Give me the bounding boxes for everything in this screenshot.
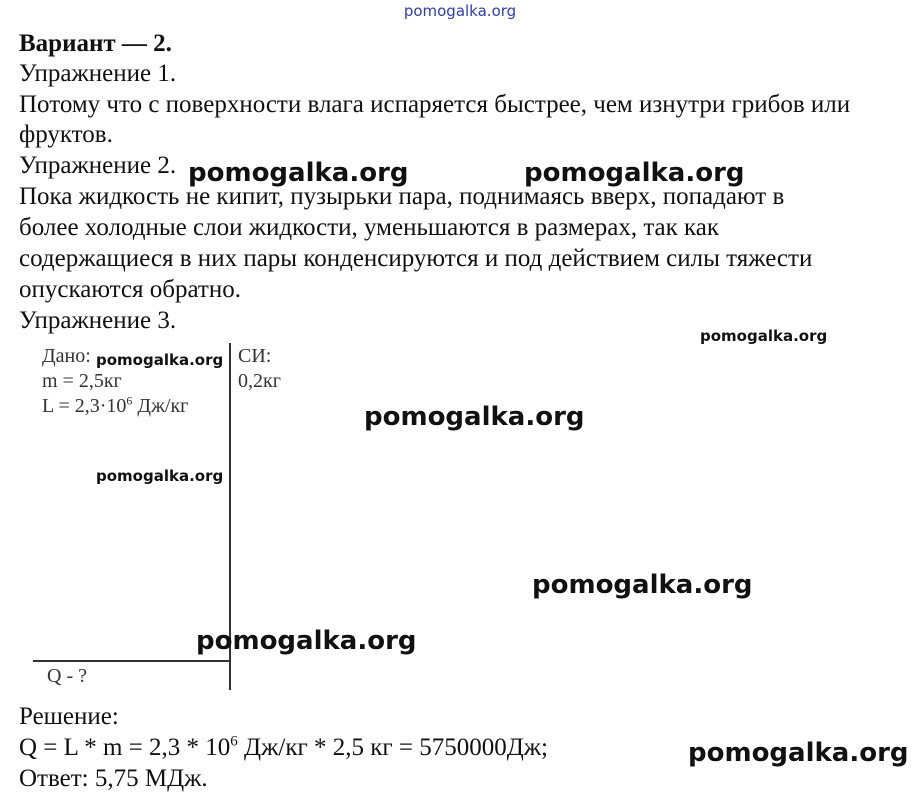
given-label: Дано: xyxy=(42,345,91,367)
si-label: СИ: xyxy=(238,345,272,367)
given-mass: m = 2,5кг xyxy=(42,370,122,392)
given-divider-horizontal xyxy=(33,660,229,662)
given-heat-exponent: 6 xyxy=(126,393,133,408)
exercise2-line: Пока жидкость не кипит, пузырьки пара, поднимаясь вверх, попадают в xyxy=(19,183,785,210)
watermark: pomogalka.org xyxy=(364,402,585,432)
exercise1-line: фруктов. xyxy=(19,121,113,148)
variant-title: Вариант — 2. xyxy=(19,30,172,57)
watermark: pomogalka.org xyxy=(96,467,224,485)
solution-formula-exponent: 6 xyxy=(230,733,238,750)
watermark: pomogalka.org xyxy=(188,158,409,188)
exercise1-heading: Упражнение 1. xyxy=(19,60,177,87)
solution-formula-suffix: Дж/кг * 2,5 кг = 5750000Дж; xyxy=(237,734,548,761)
watermark: pomogalka.org xyxy=(96,351,224,369)
watermark: pomogalka.org xyxy=(524,158,745,188)
solution-formula-prefix: Q = L * m = 2,3 * 10 xyxy=(19,734,231,761)
watermark: pomogalka.org xyxy=(196,626,417,656)
solution-answer: Ответ: 5,75 МДж. xyxy=(19,765,208,792)
exercise2-line: более холодные слои жидкости, уменьшаются в размерах, так как xyxy=(19,214,720,241)
si-value: 0,2кг xyxy=(238,370,281,392)
exercise2-line: содержащиеся в них пары конденсируются и под действием силы тяжести xyxy=(19,245,813,272)
given-heat xyxy=(42,395,188,418)
find-label: Q - ? xyxy=(47,665,87,687)
exercise2-heading: Упражнение 2. xyxy=(19,152,177,179)
top-watermark: pomogalka.org xyxy=(403,2,517,20)
exercise1-line: Потому что с поверхности влага испаряется быстрее, чем изнутри грибов или xyxy=(19,91,851,118)
exercise2-line: опускаются обратно. xyxy=(19,276,241,303)
watermark: pomogalka.org xyxy=(700,327,828,345)
solution-label: Решение: xyxy=(19,703,119,730)
given-heat-unit: Дж/кг xyxy=(132,395,189,417)
given-heat-prefix: L = 2,3·10 xyxy=(42,395,127,417)
watermark: pomogalka.org xyxy=(532,570,753,600)
solution-formula xyxy=(19,732,548,763)
exercise3-heading: Упражнение 3. xyxy=(19,307,177,334)
watermark: pomogalka.org xyxy=(688,738,909,768)
